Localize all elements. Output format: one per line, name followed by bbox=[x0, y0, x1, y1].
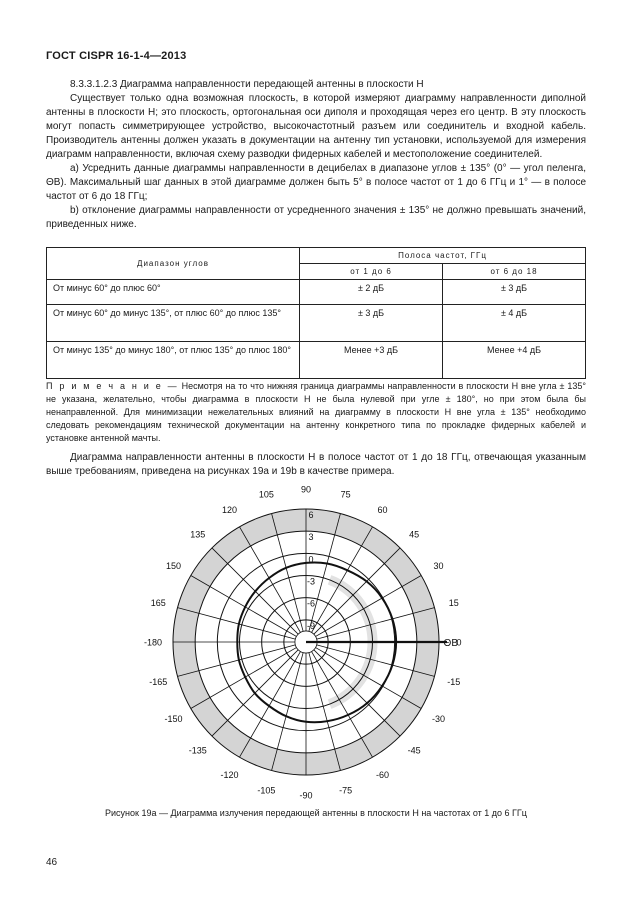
paragraph-1: Существует только одна возможная плоскость, в которой измеряют диаграмму направленности диполной антенны в плоскости H; это плоскость, ортогональная оси диполя и проходящая через его центр. В эту плоскость могут попасть симметрирующее устройство, высокочастотный разъем или соединитель и входной кабель. Производитель антенны должен указать в документации на антенну тип установки, используемой для измерения диаграмм направленности, включая схему разводки фидерных кабелей и местоположение соединителей. bbox=[46, 93, 586, 160]
table-cell-value: Менее +4 дБ bbox=[443, 342, 586, 379]
angle-label: -45 bbox=[407, 745, 421, 756]
angle-label: 0 bbox=[456, 637, 462, 648]
note-label: П р и м е ч а н и е — bbox=[46, 381, 179, 391]
radial-label: 0 bbox=[308, 554, 314, 565]
angle-label: 105 bbox=[258, 489, 274, 500]
polar-pattern-chart bbox=[0, 478, 630, 803]
table-cell-value: ± 2 дБ bbox=[300, 280, 443, 305]
figure-caption: Рисунок 19a — Диаграмма излучения передающей антенны в плоскости H на частотах от 1 до 6 ГГц bbox=[105, 808, 527, 818]
angle-label: 30 bbox=[433, 561, 444, 571]
angle-label: -105 bbox=[257, 785, 276, 796]
table-header-angles: Диапазон углов bbox=[47, 248, 300, 280]
table-header-band: Полоса частот, ГГц bbox=[300, 248, 586, 264]
document-header: ГОСТ CISPR 16-1-4—2013 bbox=[46, 50, 187, 62]
angle-label: -120 bbox=[220, 770, 239, 781]
angle-label: -75 bbox=[339, 785, 353, 796]
table-subheader-1: от 1 до 6 bbox=[300, 264, 443, 280]
table-cell-range: От минус 60° до минус 135°, от плюс 60° до плюс 135° bbox=[47, 305, 300, 342]
paragraph-a: a) Усреднить данные диаграммы направленности в децибелах в диапазоне углов ± 135° (0° — угол пеленга, ΘB). Максимальный шаг данных в этой диаграмме должен быть 5° в полосе частот от 1 до 6 ГГц и 1° — в полосе частот от 6 до 18 ГГц; bbox=[46, 163, 586, 202]
table-cell-range: От минус 135° до минус 180°, от плюс 135° до плюс 180° bbox=[47, 342, 300, 379]
angle-label: 120 bbox=[221, 504, 238, 515]
section-text bbox=[46, 78, 586, 232]
table-subheader-2: от 6 до 18 bbox=[443, 264, 586, 280]
page-number: 46 bbox=[46, 857, 58, 868]
table-cell-range: От минус 60° до плюс 60° bbox=[47, 280, 300, 305]
angle-label: 150 bbox=[165, 561, 182, 571]
table-cell-value: ± 4 дБ bbox=[443, 305, 586, 342]
angle-label: 45 bbox=[409, 529, 420, 540]
radial-label: -3 bbox=[306, 576, 316, 587]
radial-label: -9 bbox=[306, 620, 316, 631]
angle-label: -90 bbox=[299, 790, 313, 801]
bearing-label: ΘB bbox=[443, 638, 458, 649]
table-row bbox=[47, 342, 586, 379]
deviation-table bbox=[46, 247, 586, 379]
angle-label: 165 bbox=[150, 597, 166, 608]
section-heading: 8.3.3.1.2.3 Диаграмма направленности передающей антенны в плоскости H bbox=[70, 79, 424, 90]
table-cell-value: ± 3 дБ bbox=[300, 305, 443, 342]
angle-label: 90 bbox=[300, 484, 312, 495]
paragraph-b: b) отклонение диаграммы направленности от усредненного значения ± 135° не должно превышать значений, приведенных ниже. bbox=[46, 205, 586, 230]
angle-label: 135 bbox=[190, 529, 206, 540]
angle-label: -15 bbox=[447, 677, 461, 688]
note bbox=[46, 380, 586, 445]
angle-label: 15 bbox=[448, 597, 459, 608]
angle-label: -180 bbox=[143, 637, 163, 648]
table-row bbox=[47, 280, 586, 305]
angle-label: 75 bbox=[340, 489, 351, 500]
angle-label: -135 bbox=[188, 745, 207, 756]
angle-label: -60 bbox=[375, 770, 390, 781]
note-text: Несмотря на то что нижняя граница диаграммы направленности в плоскости H вне угла ± 135° не указана, желательно, чтобы диаграмма в плоскости H не была нулевой при угле ± 180°, но при этом была бы ненаправленной. Для минимизации нежелательных влияний на диаграмму в плоскости H вне угла ± 135° необходимо следовать рекомендациям технической документации на антенну конкретного типа по прокладке фидерных кабелей и установке антенной мачты. bbox=[46, 381, 586, 443]
table-cell-value: Менее +3 дБ bbox=[300, 342, 443, 379]
angle-label: 60 bbox=[377, 504, 388, 515]
table-cell-value: ± 3 дБ bbox=[443, 280, 586, 305]
radial-label: 6 bbox=[308, 510, 314, 520]
angle-label: -165 bbox=[149, 677, 168, 688]
radial-label: -6 bbox=[306, 598, 316, 609]
paragraph-figure-ref: Диаграмма направленности антенны в плоскости H в полосе частот от 1 до 18 ГГц, отвечающая указанным выше требованиям, приведена на рисунках 19a и 19b в качестве примера. bbox=[46, 452, 586, 477]
angle-label: -30 bbox=[431, 714, 446, 724]
angle-label: -150 bbox=[164, 714, 183, 724]
radial-label: 3 bbox=[308, 532, 314, 543]
table-row bbox=[47, 305, 586, 342]
